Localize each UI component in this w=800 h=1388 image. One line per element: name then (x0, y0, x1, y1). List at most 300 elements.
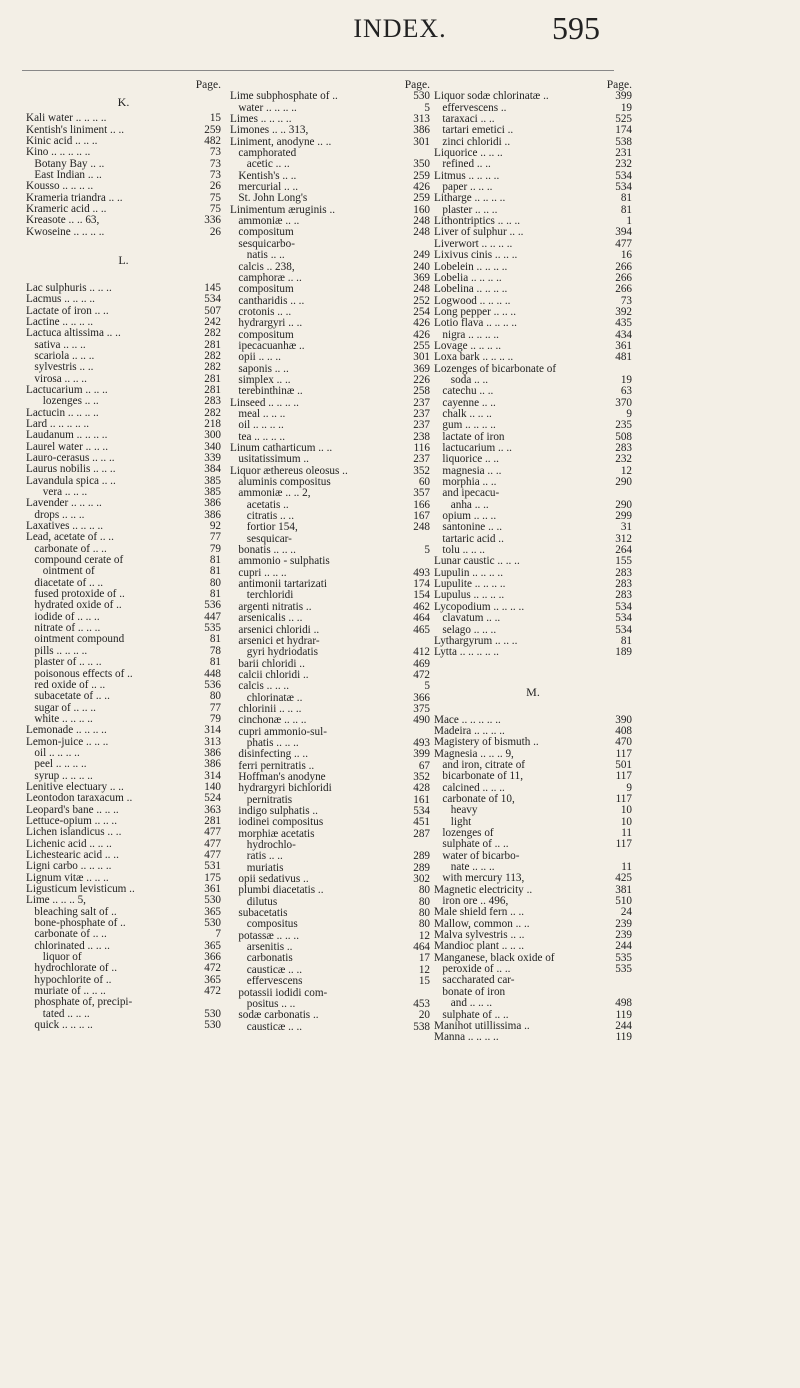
index-entry (230, 534, 430, 545)
page-number: 595 (552, 10, 600, 46)
entry-page: 259 (413, 192, 430, 205)
index-entry (434, 964, 632, 975)
index-entry (26, 805, 221, 816)
entry-page: 12 (620, 464, 632, 477)
entry-page: 238 (413, 430, 430, 443)
index-entry (26, 476, 221, 487)
index-entry (230, 216, 430, 227)
entry-term: East Indian .. .. (26, 170, 102, 182)
entry-term: peel .. .. .. .. (26, 759, 87, 771)
index-entry (434, 341, 632, 352)
entry-term: acetatis .. (230, 499, 289, 511)
entry-term: Lycopodium .. .. .. .. (434, 601, 525, 613)
index-entry (26, 385, 221, 396)
entry-term: camphoræ .. .. (230, 272, 302, 284)
index-entry (26, 907, 221, 918)
entry-page: 264 (615, 544, 632, 557)
index-entry (26, 294, 221, 305)
entry-page: 352 (413, 464, 430, 477)
index-entry (230, 114, 430, 125)
entry-term: heavy (434, 805, 478, 817)
index-entry (26, 873, 221, 884)
index-entry (26, 929, 221, 940)
entry-term: Lithontriptics .. .. .. (434, 216, 521, 228)
entry-term: sylvestris .. .. (26, 362, 94, 374)
index-entry (230, 874, 430, 885)
index-entry (26, 453, 221, 464)
entry-page: 384 (204, 463, 221, 476)
index-entry (26, 374, 221, 385)
index-entry (26, 419, 221, 430)
index-entry (230, 579, 430, 590)
index-entry (434, 148, 632, 159)
entry-page: 119 (615, 1008, 632, 1021)
entry-page: 266 (615, 271, 632, 284)
entry-page: 281 (204, 372, 221, 385)
entry-page: 5 (424, 680, 430, 693)
index-entry (230, 545, 430, 556)
index-entry (230, 738, 430, 749)
entry-term: cayenne .. .. (434, 397, 496, 409)
index-entry (230, 273, 430, 284)
index-entry (230, 159, 430, 170)
index-entry (434, 839, 632, 850)
entry-term: water of bicarbo- (434, 850, 520, 862)
entry-page: 283 (615, 589, 632, 602)
entry-page: 10 (620, 804, 632, 817)
entry-term: lactucarium .. .. (434, 443, 512, 454)
entry-term: santonine .. .. (434, 522, 503, 534)
index-entry (26, 850, 221, 861)
entry-term: Litharge .. .. .. .. (434, 193, 506, 205)
entry-page: 248 (413, 215, 430, 228)
entry-page: 81 (209, 565, 221, 578)
entry-term: Lemon-juice .. .. .. (26, 736, 109, 748)
entry-page: 237 (413, 453, 430, 466)
entry-term: potassæ .. .. .. (230, 930, 299, 942)
entry-term: opii sedativus .. (230, 874, 309, 886)
entry-page: 472 (413, 668, 430, 681)
index-entry (230, 103, 430, 114)
entry-term: aluminis compositus (230, 477, 331, 489)
entry-term: calcis .. 238, (230, 261, 295, 273)
entry-term: ointment of (26, 566, 95, 578)
index-entry (26, 918, 221, 929)
entry-page: 15 (418, 975, 430, 988)
entry-term: dilutus (230, 896, 278, 908)
index-entry (26, 306, 221, 317)
index-entry (230, 976, 430, 987)
entry-page: 119 (615, 1031, 632, 1044)
index-entry (434, 737, 632, 748)
entry-term: antimonii tartarizati (230, 579, 327, 591)
entry-page: 448 (204, 667, 221, 680)
entry-term: Laurus nobilis .. .. .. (26, 464, 116, 476)
entry-page: 24 (620, 906, 632, 919)
entry-page: 73 (209, 169, 221, 182)
entry-page: 19 (620, 101, 632, 114)
index-entry (230, 681, 430, 692)
entry-page: 482 (204, 135, 221, 148)
entry-page: 116 (413, 442, 430, 454)
entry-page: 399 (615, 90, 632, 103)
entry-page: 282 (204, 406, 221, 419)
entry-term: quick .. .. .. .. (26, 1020, 93, 1032)
index-entry (434, 432, 632, 443)
entry-page: 464 (413, 941, 430, 954)
index-entry (434, 715, 632, 726)
index-entry (230, 409, 430, 420)
entry-term: Lime subphosphate of .. (230, 91, 338, 103)
entry-term: bonatis .. .. .. (230, 545, 296, 557)
entry-page: 283 (615, 578, 632, 591)
entry-page: 469 (413, 657, 430, 670)
index-entry (434, 182, 632, 193)
entry-term: sugar of .. .. .. (26, 702, 96, 714)
entry-term: Laudanum .. .. .. .. (26, 430, 108, 442)
index-entry (230, 988, 430, 999)
index-entry (230, 851, 430, 862)
entry-page: 394 (615, 226, 632, 239)
index-entry (26, 827, 221, 838)
entry-term: tartaric acid .. (434, 533, 504, 545)
entry-term: Lauro-cerasus .. .. .. (26, 452, 115, 464)
entry-term: compositum (230, 227, 294, 239)
entry-term: Manna .. .. .. .. (434, 1032, 499, 1044)
index-entry (230, 863, 430, 874)
entry-term: ipecacuanhæ .. (230, 340, 305, 352)
index-entry (26, 544, 221, 555)
index-entry (434, 1010, 632, 1021)
entry-page: 535 (204, 622, 221, 635)
index-entry (434, 352, 632, 363)
entry-page: 300 (204, 429, 221, 442)
entry-page: 290 (615, 498, 632, 511)
entry-page: 501 (615, 758, 632, 771)
entry-term: compositum (230, 284, 294, 296)
index-entry (434, 862, 632, 873)
entry-term: Lobelein .. .. .. .. (434, 261, 508, 273)
index-entry (434, 930, 632, 941)
entry-term: virosa .. .. .. (26, 373, 87, 385)
index-entry (434, 216, 632, 227)
entry-term (26, 80, 193, 91)
entry-term: zinci chloridi .. (434, 136, 511, 148)
entry-term: Logwood .. .. .. .. (434, 295, 511, 307)
index-entry (434, 828, 632, 839)
index-entry (26, 362, 221, 373)
entry-term: disinfecting .. .. (230, 749, 308, 761)
entry-term: hydrargyri .. .. (230, 318, 303, 330)
entry-page: 140 (204, 780, 221, 793)
index-entry (26, 510, 221, 521)
entry-term: Linum catharticum .. .. (230, 443, 333, 454)
entry-term: tated .. .. .. (26, 1008, 90, 1020)
index-entry (434, 613, 632, 624)
entry-page: 239 (615, 917, 632, 930)
entry-page: 313 (413, 113, 430, 126)
entry-page: 357 (413, 487, 430, 500)
page-column-heading (26, 80, 221, 91)
entry-page: 77 (209, 701, 221, 714)
entry-page: 534 (413, 805, 430, 817)
entry-term: Litmus .. .. .. .. (434, 170, 500, 182)
index-entry (26, 283, 221, 294)
entry-term: usitatissimum .. (230, 454, 309, 466)
index-entry (230, 613, 430, 624)
entry-page: 365 (204, 973, 221, 986)
index-entry (434, 907, 632, 918)
index-entry (434, 659, 632, 670)
entry-term: Long pepper .. .. .. (434, 306, 517, 318)
entry-page: 117 (615, 747, 632, 760)
entry-term: hydrochlo- (230, 840, 296, 852)
index-entry (230, 795, 430, 806)
entry-term: tartari emetici .. (434, 125, 514, 137)
index-entry (230, 352, 430, 363)
entry-page: 477 (615, 237, 632, 250)
entry-term: peroxide of .. .. (434, 964, 511, 976)
entry-term: bone-phosphate of .. (26, 918, 126, 930)
entry-page: 369 (413, 271, 430, 284)
entry-page: 81 (209, 588, 221, 601)
entry-page: 366 (204, 951, 221, 964)
entry-page: 472 (204, 962, 221, 975)
index-entry (230, 420, 430, 431)
entry-term: magnesia .. .. (434, 465, 502, 477)
index-entry (434, 262, 632, 273)
index-entry (434, 670, 632, 681)
entry-term: morphiæ acetatis (230, 828, 315, 840)
index-entry (434, 443, 632, 454)
entry-term: chlorinated .. .. .. (26, 940, 110, 952)
entry-term: Lupulin .. .. .. .. (434, 567, 503, 579)
entry-term: Limones .. .. 313, (230, 125, 309, 137)
entry-page: 381 (615, 883, 632, 896)
entry-page: 283 (615, 442, 632, 454)
entry-page: 80 (418, 918, 430, 931)
entry-page: 289 (413, 850, 430, 863)
entry-page: 534 (615, 181, 632, 194)
entry-term: ammoniæ .. .. 2, (230, 488, 311, 500)
entry-term: lozenges of (434, 828, 494, 839)
entry-page: 408 (615, 724, 632, 737)
entry-page: 237 (413, 419, 430, 432)
entry-term: Lichen islandicus .. .. (26, 827, 122, 839)
index-entry (434, 896, 632, 907)
entry-page: 314 (204, 769, 221, 782)
index-entry (26, 725, 221, 736)
entry-term: arsenici chloridi .. (230, 624, 320, 636)
entry-page: 80 (418, 895, 430, 908)
index-entry (230, 829, 430, 840)
entry-term: catechu .. .. (434, 386, 494, 398)
entry-page: 281 (204, 338, 221, 351)
entry-term: positus .. .. (230, 998, 296, 1010)
entry-page: 462 (413, 600, 430, 613)
index-entry (434, 500, 632, 511)
entry-term: Leontodon taraxacum .. (26, 793, 133, 805)
entry-term: plumbi diacetatis .. (230, 885, 324, 897)
entry-page: 428 (413, 782, 430, 795)
index-entry (230, 625, 430, 636)
entry-page: 493 (413, 566, 430, 579)
entry-page: 399 (413, 748, 430, 761)
index-entry (26, 714, 221, 725)
entry-page: 73 (209, 157, 221, 170)
index-entry (26, 193, 221, 204)
entry-term: with mercury 113, (434, 873, 525, 885)
entry-term: sulphate of .. .. (434, 839, 509, 851)
entry-term: arsenici et hydrar- (230, 635, 320, 647)
entry-page: 259 (204, 123, 221, 136)
index-entry (230, 1022, 430, 1033)
index-entry (26, 1009, 221, 1020)
entry-term: Lytta .. .. .. .. .. (434, 647, 499, 659)
index-entry (434, 227, 632, 238)
entry-page: 231 (615, 147, 632, 160)
index-entry (26, 204, 221, 215)
entry-term: Magnesia .. .. .. 9, (434, 748, 514, 760)
entry-term: Kreasote .. .. 63, (26, 215, 100, 227)
entry-term: Laxatives .. .. .. .. (26, 521, 104, 533)
entry-page: 508 (615, 430, 632, 443)
index-entry (26, 703, 221, 714)
entry-page: 290 (615, 476, 632, 489)
entry-page: 340 (204, 440, 221, 453)
entry-term: acetic .. .. (230, 159, 290, 171)
entry-term (26, 238, 218, 249)
entry-term: bicarbonate of 11, (434, 771, 524, 783)
index-entry (434, 941, 632, 952)
entry-term: Lacmus .. .. .. .. (26, 294, 95, 306)
index-entry (26, 997, 221, 1008)
entry-page: 248 (413, 283, 430, 296)
entry-page: 16 (620, 249, 632, 262)
entry-term: Krameric acid .. .. (26, 204, 107, 216)
entry-term: terchloridi (230, 590, 294, 602)
entry-term: Manganese, black oxide of (434, 952, 555, 964)
index-entry (230, 590, 430, 601)
entry-page: 531 (204, 860, 221, 873)
entry-term: sesquicar- (230, 533, 292, 545)
entry-page: 314 (204, 724, 221, 737)
entry-page: 477 (204, 849, 221, 861)
entry-page: 244 (615, 1019, 632, 1032)
entry-page: 301 (413, 351, 430, 364)
index-entry (26, 442, 221, 453)
entry-term: Liquor æthereus oleosus .. (230, 465, 348, 477)
entry-term: Krameria triandra .. .. (26, 192, 123, 204)
entry-term: Lead, acetate of .. .. (26, 532, 114, 544)
index-entry (26, 147, 221, 158)
entry-page: 451 (413, 816, 430, 829)
entry-term: Botany Bay .. .. (26, 158, 105, 170)
entry-term: water .. .. .. .. (230, 102, 297, 114)
index-entry (434, 330, 632, 341)
entry-page: 434 (615, 328, 632, 341)
index-entry (26, 351, 221, 362)
index-entry (434, 647, 632, 658)
entry-page: 232 (615, 158, 632, 171)
entry-term: Lard .. .. .. .. .. (26, 418, 90, 430)
entry-term: Ligusticum levisticum .. (26, 884, 135, 896)
entry-term: Ligni carbo .. .. .. .. (26, 861, 112, 873)
entry-term: Lime .. .. .. 5, (26, 895, 86, 907)
entry-term: muriate of .. .. .. (26, 986, 106, 998)
entry-term: Lobelia .. .. .. .. (434, 272, 502, 284)
entry-page: 5 (424, 544, 430, 557)
index-entry (26, 1020, 221, 1031)
entry-term: saccharated car- (434, 975, 515, 987)
index-entry (26, 691, 221, 702)
entry-page: 145 (204, 281, 221, 294)
index-entry (26, 657, 221, 668)
entry-term: Leopard's bane .. .. .. (26, 804, 119, 816)
entry-page: Page. (606, 79, 632, 91)
index-entry (230, 659, 430, 670)
entry-term (434, 80, 604, 91)
entry-page: 240 (413, 260, 430, 273)
entry-term (434, 703, 629, 714)
entry-term: effervescens .. (434, 102, 507, 114)
entry-term: Madeira .. .. .. .. (434, 725, 505, 737)
index-entry (26, 634, 221, 645)
entry-term (434, 670, 629, 681)
index-entry (434, 91, 632, 102)
entry-page: 534 (615, 612, 632, 625)
index-entry (434, 205, 632, 216)
entry-page (218, 238, 221, 249)
entry-page: 525 (615, 113, 632, 126)
entry-term: scariola .. .. .. (26, 350, 95, 362)
entry-page: 81 (620, 634, 632, 647)
entry-page: 426 (413, 328, 430, 341)
entry-term: opii .. .. .. (230, 352, 281, 364)
index-entry (230, 931, 430, 942)
entry-term: chalk .. .. .. (434, 408, 492, 420)
index-entry (434, 239, 632, 250)
index-entry (434, 783, 632, 794)
entry-term: calcii chloridi .. (230, 669, 309, 681)
entry-term: Lac sulphuris .. .. .. (26, 282, 112, 294)
index-entry (230, 908, 430, 919)
entry-term: gyri hydriodatis (230, 647, 318, 659)
index-entry (434, 250, 632, 261)
entry-page: 9 (626, 407, 632, 420)
entry-page: 385 (204, 486, 221, 498)
entry-term: Lobelina .. .. .. .. (434, 284, 508, 296)
index-entry (230, 715, 430, 726)
index-entry (434, 771, 632, 782)
index-entry (230, 919, 430, 930)
entry-term: selago .. .. .. (434, 624, 497, 636)
index-entry (434, 975, 632, 986)
index-entry (230, 942, 430, 953)
entry-page: 79 (209, 542, 221, 555)
index-entry (230, 840, 430, 851)
index-entry (230, 511, 430, 522)
entry-term: Kino .. .. .. .. .. (26, 147, 91, 159)
entry-term: potassii iodidi com- (230, 987, 328, 999)
entry-term: refined .. .. (434, 159, 491, 171)
index-entry (26, 113, 221, 124)
entry-term: drops .. .. .. (26, 509, 85, 521)
index-entry (434, 817, 632, 828)
entry-page: 447 (204, 610, 221, 623)
entry-page: 92 (209, 520, 221, 533)
entry-term: morphia .. .. (434, 477, 497, 489)
